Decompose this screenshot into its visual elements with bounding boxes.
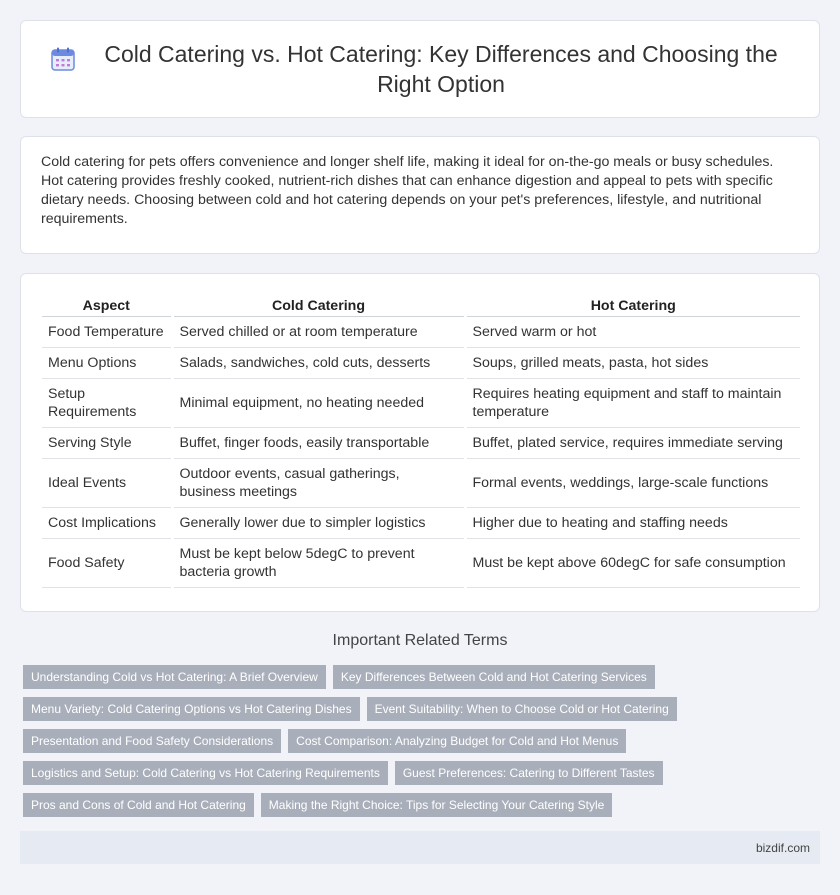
tag-row [23,793,823,817]
table-cell: Requires heating equipment and staff to maintain temperature [465,379,800,428]
table-cell: Minimal equipment, no heating needed [172,379,465,428]
title-card [20,20,820,118]
calendar-icon [49,45,77,73]
table-cell: Must be kept below 5degC to prevent bacteria growth [172,539,465,588]
table-row [42,379,800,428]
table-row [42,459,800,508]
table-row [42,317,800,348]
table-cell: Setup Requirements [42,379,172,428]
related-term-tag[interactable]: Presentation and Food Safety Considerations [23,729,281,753]
footer [20,831,820,864]
related-term-tag[interactable]: Menu Variety: Cold Catering Options vs Hot Catering Dishes [23,697,360,721]
table-cell: Higher due to heating and staffing needs [465,508,800,539]
related-term-tag[interactable]: Understanding Cold vs Hot Catering: A Brief Overview [23,665,326,689]
related-term-tag[interactable]: Making the Right Choice: Tips for Selecting Your Catering Style [261,793,613,817]
table-cell: Served chilled or at room temperature [172,317,465,348]
tag-row [23,761,823,785]
table-cell: Buffet, plated service, requires immediate serving [465,428,800,459]
related-term-tag[interactable]: Pros and Cons of Cold and Hot Catering [23,793,254,817]
table-row [42,539,800,588]
footer-site-link[interactable]: bizdif.com [755,840,810,855]
table-row [42,428,800,459]
header-hot: Hot Catering [465,292,800,317]
intro-card [20,136,820,254]
page-title: Cold Catering vs. Hot Catering: Key Differences and Choosing the Right Option [104,41,778,97]
tag-row [23,729,823,753]
related-term-tag[interactable]: Guest Preferences: Catering to Different Tastes [395,761,663,785]
table-cell: Food Temperature [42,317,172,348]
table-cell: Soups, grilled meats, pasta, hot sides [465,348,800,379]
table-cell: Food Safety [42,539,172,588]
related-term-tag[interactable]: Cost Comparison: Analyzing Budget for Cold and Hot Menus [288,729,626,753]
table-cell: Serving Style [42,428,172,459]
table-cell: Menu Options [42,348,172,379]
table-cell: Formal events, weddings, large-scale functions [465,459,800,508]
related-term-tag[interactable]: Logistics and Setup: Cold Catering vs Hot Catering Requirements [23,761,388,785]
table-header-row [42,292,800,317]
intro-text: Cold catering for pets offers convenience and longer shelf life, making it ideal for on-the-go meals or busy schedules. Hot catering provides freshly cooked, nutrient-rich dishes that can enhance digestion and appeal to pets with specific dietary needs. Choosing between cold and hot catering depends on your pet's preferences, lifestyle, and nutritional requirements. [41,154,774,227]
table-cell: Buffet, finger foods, easily transportable [172,428,465,459]
title-wrap [40,39,800,99]
tag-row [23,697,823,721]
table-cell: Generally lower due to simpler logistics [172,508,465,539]
table-cell: Must be kept above 60degC for safe consumption [465,539,800,588]
comparison-card [20,273,820,612]
table-cell: Outdoor events, casual gatherings, business meetings [172,459,465,508]
table-cell: Served warm or hot [465,317,800,348]
related-term-tag[interactable]: Key Differences Between Cold and Hot Catering Services [333,665,655,689]
table-row [42,508,800,539]
related-terms-title: Important Related Terms [332,632,508,649]
related-terms-list [23,665,823,825]
table-cell: Salads, sandwiches, cold cuts, desserts [172,348,465,379]
tag-row [23,665,823,689]
table-row [42,348,800,379]
table-cell: Ideal Events [42,459,172,508]
header-aspect: Aspect [42,292,172,317]
table-cell: Cost Implications [42,508,172,539]
related-term-tag[interactable]: Event Suitability: When to Choose Cold or Hot Catering [367,697,677,721]
header-cold: Cold Catering [172,292,465,317]
comparison-table [42,292,800,588]
